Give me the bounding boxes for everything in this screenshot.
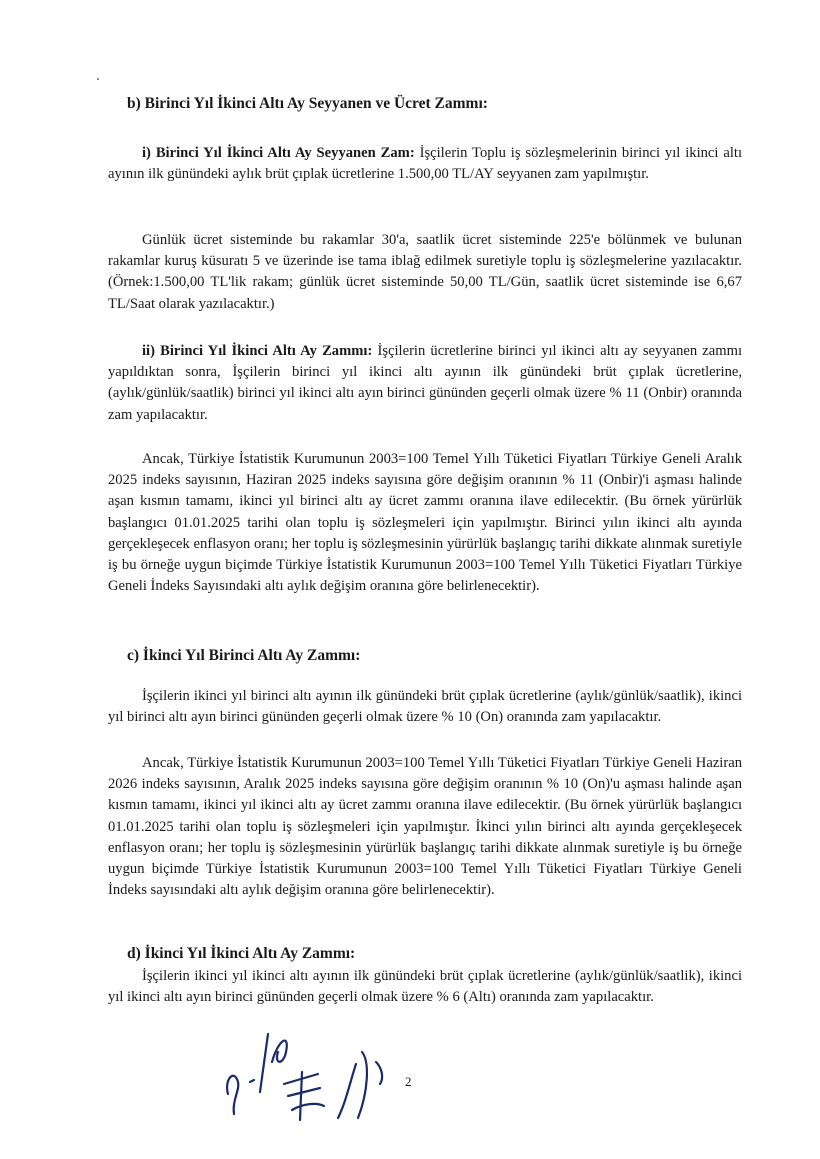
page-number: 2 [405, 1074, 412, 1089]
section-b-i-title: i) Birinci Yıl İkinci Altı Ay Seyyanen Zam: [142, 145, 415, 161]
section-b-ii-text: İşçilerin ücretlerine birinci yıl ikinci altı ay seyyanen zammı yapıldıktan sonra, İşçilerin birinci yıl ikinci altı ayının ilk günündeki brüt çıplak ücretlerine, (aylık/günlük/saatlik) birinci yıl ikinci altı ayın birinci gününden geçerli olmak üzere % 11 (Onbir) oranında zam yapılacaktır. [108, 343, 743, 423]
section-d-paragraph-1: İşçilerin ikinci yıl ikinci altı ayının ilk günündeki brüt çıplak ücretlerine (aylık/günlük/saatlik), ikinci yıl ikinci altı ayın birinci gününden geçerli olmak üzere % 6 (Altı) oranında zam yapılacaktır. [108, 968, 742, 1006]
section-b-i-paragraph [108, 143, 742, 185]
handwritten-initials-signature [220, 1022, 400, 1122]
section-c-paragraph-1: İşçilerin ikinci yıl birinci altı ayının ilk günündeki brüt çıplak ücretlerine (aylık/günlük/saatlik), ikinci yıl birinci altı ayın birinci gününden geçerli olmak üzere % 10 (On) oranında zam yapılacaktır. [108, 688, 742, 726]
section-c-heading: c) İkinci Yıl Birinci Altı Ay Zammı: [127, 647, 361, 664]
section-b-i-text: İşçilerin Toplu iş sözleşmelerinin birinci yıl ikinci altı ayının ilk günündeki aylık brüt çıplak ücretlerine 1.500,00 TL/AY seyyanen zam yapılmıştır. [108, 145, 743, 183]
section-b-daily-paragraph: Günlük ücret sisteminde bu rakamlar 30'a, saatlik ücret sisteminde 225'e bölünmek ve bulunan rakamlar kuruş küsuratı 5 ve üzerinde ise tama iblağ edilmek suretiyle toplu iş sözleşmelerine yazılacaktır. (Örnek:1.500,00 TL'lik rakam; günlük ücret sisteminde 50,00 TL/Gün, saatlik ücret sisteminde ise 6,67 TL/Saat olarak yazılacaktır.) [108, 232, 742, 312]
section-b-ii-paragraph [108, 341, 742, 426]
section-d-heading: d) İkinci Yıl İkinci Altı Ay Zammı: [127, 945, 356, 962]
section-b-ii-title: ii) Birinci Yıl İkinci Altı Ay Zammı: [142, 343, 373, 359]
section-b-ancak-paragraph: Ancak, Türkiye İstatistik Kurumunun 2003=100 Temel Yıllı Tüketici Fiyatları Türkiye Geneli Aralık 2025 indeks sayısının, Haziran 2025 indeks sayısına göre değişim oranının % 11 (Onbir)'i aşması halinde aşan kısmın tamamı, ikinci yıl birinci altı ay ücret zammı oranına ilave edilecektir. (Bu örnek yürürlük başlangıcı 01.01.2025 tarihi olan toplu iş sözleşmeleri için yapılmıştır. Birinci yılın ikinci altı ayında gerçekleşecek enflasyon oranı; her toplu iş sözleşmesinin yürürlük başlangıç tarihi dikkate alınmak suretiyle iş bu örneğe uygun biçimde Türkiye İstatistik Kurumunun 2003=100 Temel Yıllı Tüketici Fiyatları Türkiye Geneli İndeks Sayısındaki altı aylık değişim oranına göre belirlenecektir). [108, 451, 742, 595]
section-c-paragraph-2: Ancak, Türkiye İstatistik Kurumunun 2003=100 Temel Yıllı Tüketici Fiyatları Türkiye Geneli Haziran 2026 indeks sayısının, Aralık 2025 indeks sayısına göre değişim oranının % 10 (On)'u aşması halinde aşan kısmın tamamı, ikinci yıl ikinci altı ay ücret zammı oranına ilave edilecektir. (Bu örnek yürürlük başlangıcı 01.01.2025 tarihi olan toplu iş sözleşmeleri için yapılmıştır. İkinci yılın birinci altı ayında gerçekleşecek enflasyon oranı; her toplu iş sözleşmesinin yürürlük başlangıç tarihi dikkate alınmak suretiyle iş bu örneğe uygun biçimde Türkiye İstatistik Kurumunun 2003=100 Temel Yıllı Tüketici Fiyatları Türkiye Geneli İndeks sayısındaki altı aylık değişim oranına göre belirlenecektir). [108, 755, 742, 899]
section-b-heading: b) Birinci Yıl İkinci Altı Ay Seyyanen ve Ücret Zammı: [127, 95, 488, 112]
scan-speck [97, 78, 99, 80]
